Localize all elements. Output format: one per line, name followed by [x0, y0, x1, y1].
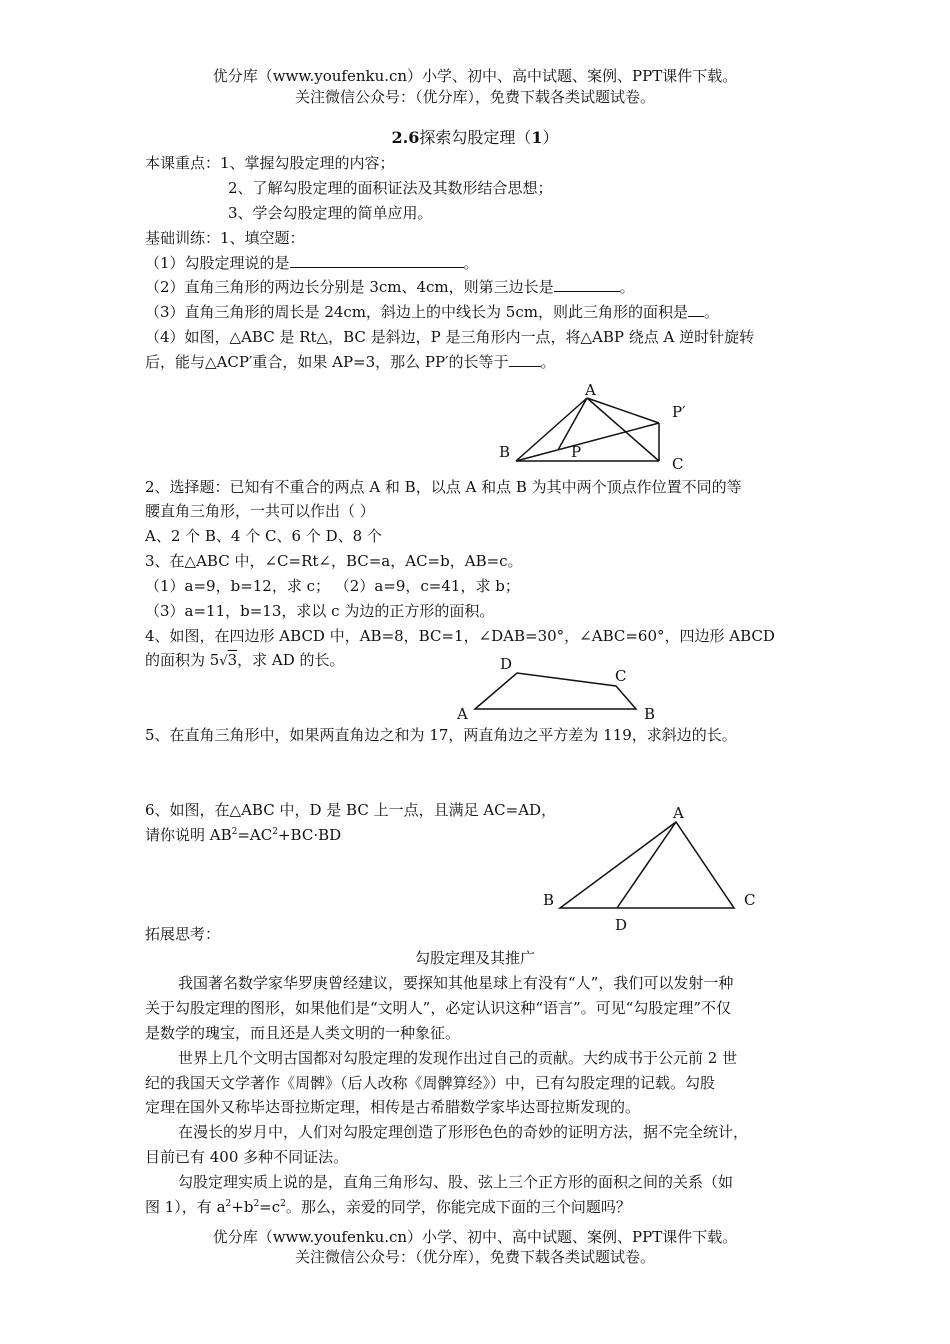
q5-text: 5、在直角三角形中，如果两直角边之和为 17，两直角边之平方差为 119，求斜边的长。	[145, 726, 737, 744]
fill-question-4-line-1: （4）如图，△ABC 是 Rt△，BC 是斜边，P 是三角形内一点，将△ABP 绕点 A 逆时针旋转	[145, 328, 755, 346]
fill-question-1-text: （1）勾股定理说的是	[145, 254, 290, 272]
q6-sup-2: 2	[272, 827, 278, 837]
key-points-label: 本课重点：	[145, 154, 221, 172]
extension-p1-line-2: 关于勾股定理的图形，如果他们是“文明人”，必定认识这种“语言”。可见“勾股定理”不仅	[145, 999, 732, 1017]
key-point-1: 1、掌握勾股定理的内容；	[220, 154, 395, 172]
choice-question-line-2: 腰直角三角形，一共可以作出（ ）	[145, 502, 375, 520]
extension-p3-line-2: 目前已有 400 多种不同证法。	[145, 1148, 349, 1166]
footer-line-2: 关注微信公众号：（优分库），免费下载各类试题试卷。	[294, 1248, 655, 1266]
fig2-label-b: B	[644, 705, 656, 723]
extension-p3-line-1: 在漫长的岁月中，人们对勾股定理创造了形形色色的奇妙的证明方法，据不完全统计，	[178, 1123, 749, 1141]
choice-options: A、2 个 B、4 个 C、6 个 D、8 个	[145, 527, 382, 545]
fig2-label-c: C	[615, 667, 627, 685]
p4-sup-2: 2	[253, 1199, 260, 1209]
fill-question-1-end: 。	[463, 254, 479, 272]
fig2-label-d: D	[500, 655, 513, 673]
title-close: ）	[542, 128, 559, 147]
header-line-1: 优分库（www.youfenku.cn）小学、初中、高中试题、案例、PPT课件下载。	[212, 67, 738, 85]
fig3-label-c: C	[744, 891, 756, 909]
p4-text-c: =c	[259, 1198, 281, 1216]
extension-p4-line-2	[145, 1197, 631, 1217]
fill-question-4-end: 。	[540, 353, 556, 371]
q6-text-a: 请你说明 AB	[145, 826, 232, 844]
extension-p4-line-1: 勾股定理实质上说的是，直角三角形勾、股、弦上三个正方形的面积之间的关系（如	[178, 1173, 734, 1191]
fill-question-4-text: 后，能与△ACP′重合，如果 AP=3，那么 PP′的长等于	[145, 353, 509, 371]
basic-training-label: 基础训练：1、填空题：	[145, 229, 305, 247]
fill-question-2-end: 。	[619, 278, 635, 296]
q3-line-3: （3）a=11，b=13，求以 c 为边的正方形的面积。	[145, 602, 495, 620]
title-number: 2.6	[391, 128, 420, 147]
q3-line-2: （1）a=9，b=12，求 c； （2）a=9，c=41，求 b；	[145, 577, 520, 595]
extension-p2-line-3: 定理在国外又称毕达哥拉斯定理，相传是古希腊数学家毕达哥拉斯发现的。	[145, 1098, 641, 1116]
p4-text-d: 。那么，亲爱的同学，你能完成下面的三个问题吗？	[285, 1198, 631, 1216]
fig1-label-p: P	[571, 443, 582, 461]
title-text: 探索勾股定理（	[419, 128, 532, 147]
p4-sup-1: 2	[225, 1199, 232, 1209]
extension-p1-line-3: 是数学的瑰宝，而且还是人类文明的一种象征。	[145, 1024, 461, 1042]
extension-p2-line-1: 世界上几个文明古国都对勾股定理的发现作出过自己的贡献。大约成书于公元前 2 世	[178, 1049, 738, 1067]
fig1-label-c: C	[672, 455, 684, 473]
fill-question-3-text: （3）直角三角形的周长是 24cm，斜边上的中线长为 5cm，则此三角形的面积是	[145, 303, 688, 321]
segment-ad	[617, 822, 676, 908]
q6-sup-1: 2	[231, 827, 238, 837]
sqrt-sign: √	[219, 654, 228, 669]
fig1-label-a: A	[585, 381, 596, 399]
q4-text: 的面积为 5	[145, 651, 220, 669]
q6-text-c: +BC·BD	[277, 826, 342, 844]
p4-text-a: 图 1），有 a	[145, 1198, 226, 1216]
fig3-label-b: B	[543, 891, 555, 909]
p4-text-b: +b	[231, 1198, 254, 1216]
footer-line-1: 优分库（www.youfenku.cn）小学、初中、高中试题、案例、PPT课件下载。	[212, 1228, 738, 1246]
extension-label: 拓展思考：	[145, 925, 221, 943]
fig1-label-p-prime: P′	[672, 403, 686, 421]
title-paren-number: 1	[531, 128, 543, 147]
fill-question-2-text: （2）直角三角形的两边长分别是 3cm、4cm，则第三边长是	[145, 278, 554, 296]
p4-sup-3: 2	[280, 1199, 286, 1209]
fig3-label-d: D	[615, 916, 628, 934]
key-point-3: 3、学会勾股定理的简单应用。	[228, 204, 433, 222]
sqrt-value: 3	[227, 651, 238, 669]
header-line-2: 关注微信公众号：（优分库），免费下载各类试题试卷。	[294, 88, 655, 106]
q4-line-1: 4、如图，在四边形 ABCD 中，AB=8，BC=1，∠DAB=30°，∠ABC=60°，四边形 ABCD	[145, 627, 775, 645]
extension-p2-line-2: 纪的我国天文学著作《周髀》（后人改称《周髀算经》）中，已有勾股定理的记载。勾股	[145, 1074, 716, 1092]
extension-p1-line-1: 我国著名数学家华罗庚曾经建议，要探知其他星球上有没有“人”，我们可以发射一种	[178, 974, 734, 992]
q6-text-b: =AC	[237, 826, 273, 844]
fig1-label-b: B	[499, 443, 511, 461]
extension-subtitle: 勾股定理及其推广	[414, 949, 535, 967]
q4-text-end: ，求 AD 的长。	[237, 651, 345, 669]
fill-question-3-end: 。	[703, 303, 719, 321]
q6-line-1: 6、如图，在△ABC 中，D 是 BC 上一点，且满足 AC=AD，	[145, 801, 557, 819]
fig2-label-a: A	[457, 705, 468, 723]
fig3-label-a: A	[673, 804, 684, 822]
key-point-2: 2、了解勾股定理的面积证法及其数形结合思想；	[228, 179, 553, 197]
choice-question-line-1: 2、选择题：已知有不重合的两点 A 和 B，以点 A 和点 B 为其中两个顶点作位置不同的等	[145, 478, 742, 496]
q3-line-1: 3、在△ABC 中，∠C=Rt∠，BC=a，AC=b，AB=c。	[145, 552, 523, 570]
